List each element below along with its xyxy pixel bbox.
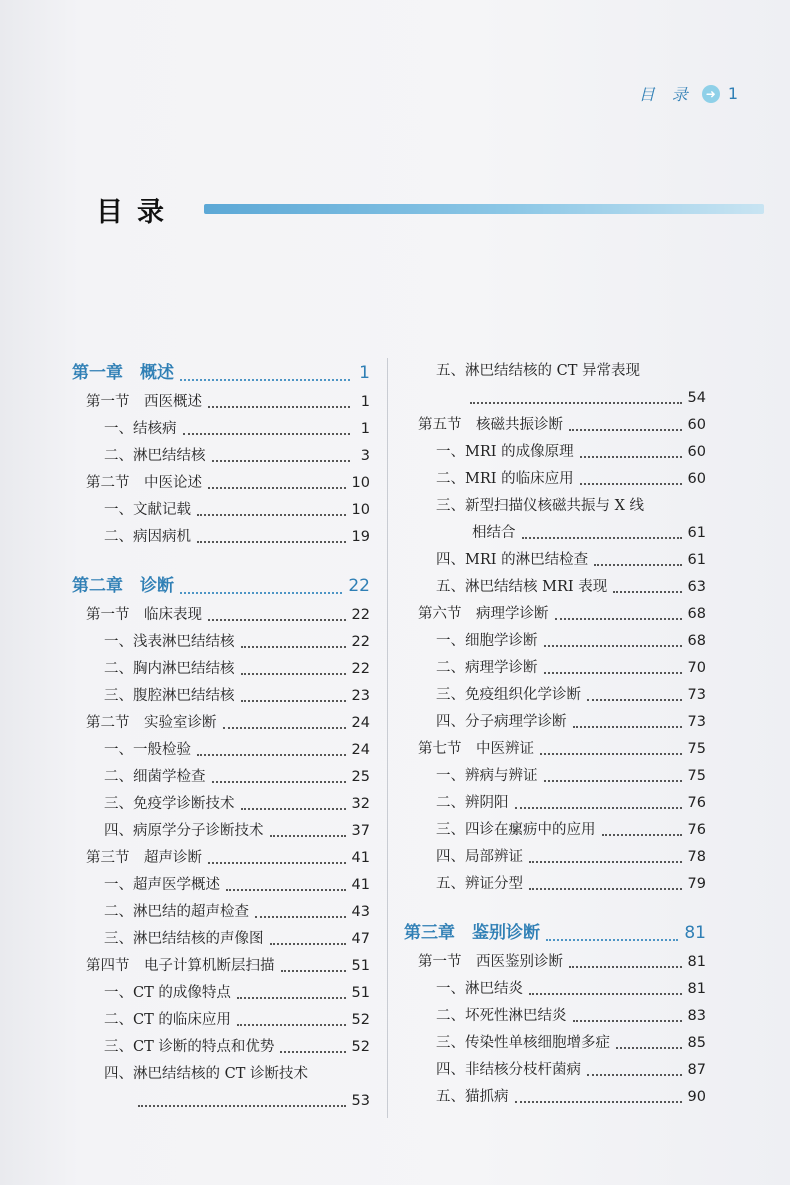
toc-page-number: 73 (687, 714, 706, 730)
toc-page-number: 23 (351, 688, 370, 704)
leader-dots (573, 1020, 682, 1022)
running-head (639, 82, 738, 105)
toc-label: 一、浅表淋巴结结核 (104, 634, 235, 650)
toc-label: 四、局部辨证 (436, 849, 523, 865)
leader-dots (613, 591, 681, 593)
leader-dots (281, 970, 346, 972)
leader-dots (280, 1051, 345, 1053)
toc-page-number: 41 (351, 850, 370, 866)
toc-page-number: 22 (348, 576, 370, 596)
toc-item[interactable] (72, 629, 370, 656)
toc-item[interactable] (404, 871, 706, 898)
toc-item[interactable] (72, 899, 370, 926)
toc-page-number: 22 (351, 634, 370, 650)
leader-dots (569, 429, 682, 431)
toc-page-number: 54 (687, 390, 706, 406)
toc-label: 第七节 中医辨证 (418, 741, 534, 757)
toc-page-number: 52 (351, 1039, 370, 1055)
page-title: 目录 (96, 197, 178, 228)
toc-item[interactable] (72, 656, 370, 683)
toc-label: 第一节 西医鉴别诊断 (418, 954, 563, 970)
toc-page-number: 60 (687, 417, 706, 433)
toc-entry-continuation[interactable] (72, 1088, 370, 1115)
toc-entry-continuation[interactable] (404, 520, 706, 547)
leader-dots (208, 862, 346, 864)
title-decoration-bar (204, 204, 764, 214)
toc-entry-continuation[interactable] (404, 385, 706, 412)
toc-page-number: 73 (687, 687, 706, 703)
leader-dots (587, 1074, 682, 1076)
toc-label: 四、病原学分子诊断技术 (104, 823, 264, 839)
leader-dots (241, 700, 346, 702)
toc-label: 四、MRI 的淋巴结检查 (436, 552, 589, 568)
leader-dots (540, 753, 682, 755)
toc-entry-first-line: 五、淋巴结结核的 CT 异常表现 (436, 363, 640, 379)
leader-dots (197, 754, 346, 756)
toc-page-number: 76 (687, 822, 706, 838)
toc-label: 第二节 实验室诊断 (86, 715, 217, 731)
toc-page-number: 10 (351, 502, 370, 518)
toc-page-number: 81 (684, 923, 706, 943)
toc-label: 四、分子病理学诊断 (436, 714, 567, 730)
toc-page-number: 78 (687, 849, 706, 865)
leader-dots (197, 514, 346, 516)
toc-gap (72, 551, 370, 571)
toc-item[interactable] (72, 791, 370, 818)
leader-dots (226, 889, 346, 891)
leader-dots (255, 916, 346, 918)
leader-dots (573, 726, 682, 728)
column-divider (387, 358, 388, 1118)
toc-label: 三、免疫组织化学诊断 (436, 687, 581, 703)
toc-chapter[interactable] (404, 918, 706, 949)
toc-entry-first-line: 三、新型扫描仪核磁共振与 X 线 (436, 498, 645, 514)
leader-dots (529, 888, 682, 890)
toc-page-number: 61 (687, 525, 706, 541)
toc-page-number: 43 (351, 904, 370, 920)
toc-section[interactable] (404, 949, 706, 976)
leader-dots (587, 699, 682, 701)
leader-dots (544, 645, 682, 647)
toc-page-number: 90 (687, 1089, 706, 1105)
toc-item[interactable] (404, 682, 706, 709)
leader-dots (241, 808, 346, 810)
toc-label: 五、淋巴结结核 MRI 表现 (436, 579, 608, 595)
toc-page-number: 61 (687, 552, 706, 568)
toc-item[interactable] (404, 574, 706, 601)
toc-page-number: 60 (687, 444, 706, 460)
leader-dots (515, 1101, 682, 1103)
toc-page-number: 24 (351, 742, 370, 758)
toc-item[interactable] (404, 466, 706, 493)
leader-dots (183, 433, 351, 435)
toc-item[interactable] (72, 416, 370, 443)
toc-label: 二、病因病机 (104, 529, 191, 545)
toc-label: 一、一般检验 (104, 742, 191, 758)
leader-dots (270, 835, 346, 837)
toc-page-number: 10 (351, 475, 370, 491)
toc-label: 三、免疫学诊断技术 (104, 796, 235, 812)
toc-label: 三、CT 诊断的特点和优势 (104, 1039, 275, 1055)
toc-section[interactable] (72, 710, 370, 737)
toc-page-number: 19 (351, 529, 370, 545)
leader-dots (616, 1047, 682, 1049)
toc-label: 二、病理学诊断 (436, 660, 538, 676)
toc-section[interactable] (72, 602, 370, 629)
toc-item[interactable] (404, 628, 706, 655)
toc-label: 第五节 核磁共振诊断 (418, 417, 563, 433)
toc-item[interactable] (72, 1034, 370, 1061)
toc-page-number: 75 (687, 741, 706, 757)
toc-page-number: 22 (351, 661, 370, 677)
toc-page-number: 32 (351, 796, 370, 812)
toc-label: 二、坏死性淋巴结炎 (436, 1008, 567, 1024)
toc-right-column (404, 358, 706, 1111)
leader-dots (470, 402, 682, 404)
leader-dots (529, 861, 682, 863)
toc-page-number: 79 (687, 876, 706, 892)
toc-item[interactable] (72, 683, 370, 710)
toc-label: 二、CT 的临床应用 (104, 1012, 231, 1028)
toc-label: 相结合 (472, 525, 516, 541)
toc-label: 一、细胞学诊断 (436, 633, 538, 649)
leader-dots (138, 1105, 346, 1107)
toc-label: 二、MRI 的临床应用 (436, 471, 574, 487)
toc-label: 一、结核病 (104, 421, 177, 437)
toc-item[interactable] (404, 976, 706, 1003)
leader-dots (241, 646, 346, 648)
toc-item[interactable] (72, 737, 370, 764)
toc-item[interactable] (404, 844, 706, 871)
toc-label: 第四节 电子计算机断层扫描 (86, 958, 275, 974)
toc-section[interactable] (72, 389, 370, 416)
toc-page-number: 1 (360, 394, 370, 410)
toc-item[interactable] (72, 872, 370, 899)
toc-section[interactable] (72, 953, 370, 980)
toc-label: 一、文献记载 (104, 502, 191, 518)
toc-label: 五、辨证分型 (436, 876, 523, 892)
leader-dots (602, 834, 682, 836)
toc-section[interactable] (72, 470, 370, 497)
toc-item[interactable] (72, 764, 370, 791)
leader-dots (580, 456, 682, 458)
toc-page-number: 47 (351, 931, 370, 947)
toc-left-column (72, 358, 370, 1115)
leader-dots (241, 673, 346, 675)
toc-page-number: 81 (687, 954, 706, 970)
leader-dots (544, 780, 682, 782)
leader-dots (569, 966, 682, 968)
toc-item[interactable] (404, 547, 706, 574)
leader-dots (180, 592, 342, 594)
toc-page-number: 81 (687, 981, 706, 997)
toc-item[interactable] (404, 439, 706, 466)
toc-item[interactable] (404, 790, 706, 817)
toc-item[interactable] (404, 817, 706, 844)
toc-label: 二、细菌学检查 (104, 769, 206, 785)
toc-chapter[interactable] (72, 571, 370, 602)
toc-section[interactable] (404, 601, 706, 628)
toc-item[interactable] (72, 926, 370, 953)
leader-dots (522, 537, 682, 539)
toc-label: 第三章 鉴别诊断 (404, 923, 540, 943)
toc-label: 三、传染性单核细胞增多症 (436, 1035, 610, 1051)
toc-label: 五、猫抓病 (436, 1089, 509, 1105)
toc-label: 第二章 诊断 (72, 576, 174, 596)
toc-page-number: 3 (360, 448, 370, 464)
toc-page-number: 24 (351, 715, 370, 731)
toc-page-number: 25 (351, 769, 370, 785)
toc-label: 第六节 病理学诊断 (418, 606, 549, 622)
toc-page-number: 1 (360, 421, 370, 437)
toc-item[interactable] (404, 1030, 706, 1057)
toc-gap (404, 898, 706, 918)
toc-label: 二、淋巴结结核 (104, 448, 206, 464)
leader-dots (180, 379, 350, 381)
leader-dots (197, 541, 346, 543)
leader-dots (529, 993, 682, 995)
toc-item[interactable] (72, 443, 370, 470)
toc-label: 二、胸内淋巴结结核 (104, 661, 235, 677)
leader-dots (546, 939, 678, 941)
toc-item[interactable] (404, 655, 706, 682)
toc-page-number: 60 (687, 471, 706, 487)
toc-section[interactable] (72, 845, 370, 872)
toc-entry-first-line: 四、淋巴结结核的 CT 诊断技术 (104, 1066, 308, 1082)
toc-item[interactable] (404, 763, 706, 790)
leader-dots (223, 727, 346, 729)
toc-label: 第一章 概述 (72, 363, 174, 383)
toc-page-number: 76 (687, 795, 706, 811)
leader-dots (208, 619, 346, 621)
leader-dots (555, 618, 682, 620)
toc-page-number: 41 (351, 877, 370, 893)
leader-dots (594, 564, 681, 566)
toc-page-number: 68 (687, 606, 706, 622)
toc-section[interactable] (404, 412, 706, 439)
toc-label: 二、淋巴结的超声检查 (104, 904, 249, 920)
toc-page-number: 53 (351, 1093, 370, 1109)
leader-dots (270, 943, 346, 945)
toc-page-number: 85 (687, 1035, 706, 1051)
toc-item[interactable] (404, 1057, 706, 1084)
running-head-title: 目 录 (638, 85, 694, 104)
toc-label: 三、腹腔淋巴结结核 (104, 688, 235, 704)
toc-page-number: 87 (687, 1062, 706, 1078)
leader-dots (237, 1024, 346, 1026)
toc-item[interactable] (72, 497, 370, 524)
toc-section[interactable] (404, 736, 706, 763)
page-number: 1 (727, 84, 738, 103)
toc-label: 一、辨病与辨证 (436, 768, 538, 784)
toc-page-number: 37 (351, 823, 370, 839)
leader-dots (208, 406, 350, 408)
toc-item[interactable] (404, 709, 706, 736)
toc-label: 三、四诊在瘰疬中的应用 (436, 822, 596, 838)
toc-label: 四、非结核分枝杆菌病 (436, 1062, 581, 1078)
toc-chapter[interactable] (72, 358, 370, 389)
toc-page-number: 22 (351, 607, 370, 623)
toc-label: 三、淋巴结结核的声像图 (104, 931, 264, 947)
leader-dots (208, 487, 346, 489)
arrow-icon: ➜ (702, 85, 720, 103)
leader-dots (212, 781, 346, 783)
leader-dots (237, 997, 346, 999)
toc-item[interactable] (72, 980, 370, 1007)
leader-dots (580, 483, 682, 485)
toc-item[interactable] (404, 1003, 706, 1030)
toc-page-number: 52 (351, 1012, 370, 1028)
leader-dots (212, 460, 351, 462)
toc-page-number: 70 (687, 660, 706, 676)
toc-page-number: 51 (351, 985, 370, 1001)
toc-label: 第二节 中医论述 (86, 475, 202, 491)
toc-label: 一、MRI 的成像原理 (436, 444, 574, 460)
toc-label: 第三节 超声诊断 (86, 850, 202, 866)
toc-page-number: 83 (687, 1008, 706, 1024)
toc-label: 二、辨阴阳 (436, 795, 509, 811)
leader-dots (515, 807, 682, 809)
toc-page-number: 1 (359, 363, 370, 383)
toc-item[interactable] (72, 524, 370, 551)
toc-label: 一、CT 的成像特点 (104, 985, 231, 1001)
toc-label: 一、淋巴结炎 (436, 981, 523, 997)
toc-page-number: 51 (351, 958, 370, 974)
toc-item[interactable] (404, 1084, 706, 1111)
toc-heading (96, 190, 736, 240)
toc-page-number: 68 (687, 633, 706, 649)
toc-item[interactable] (72, 1007, 370, 1034)
toc-label: 第一节 临床表现 (86, 607, 202, 623)
leader-dots (544, 672, 682, 674)
toc-item[interactable] (72, 818, 370, 845)
toc-label: 第一节 西医概述 (86, 394, 202, 410)
toc-page-number: 75 (687, 768, 706, 784)
toc-label: 一、超声医学概述 (104, 877, 220, 893)
toc-page-number: 63 (687, 579, 706, 595)
